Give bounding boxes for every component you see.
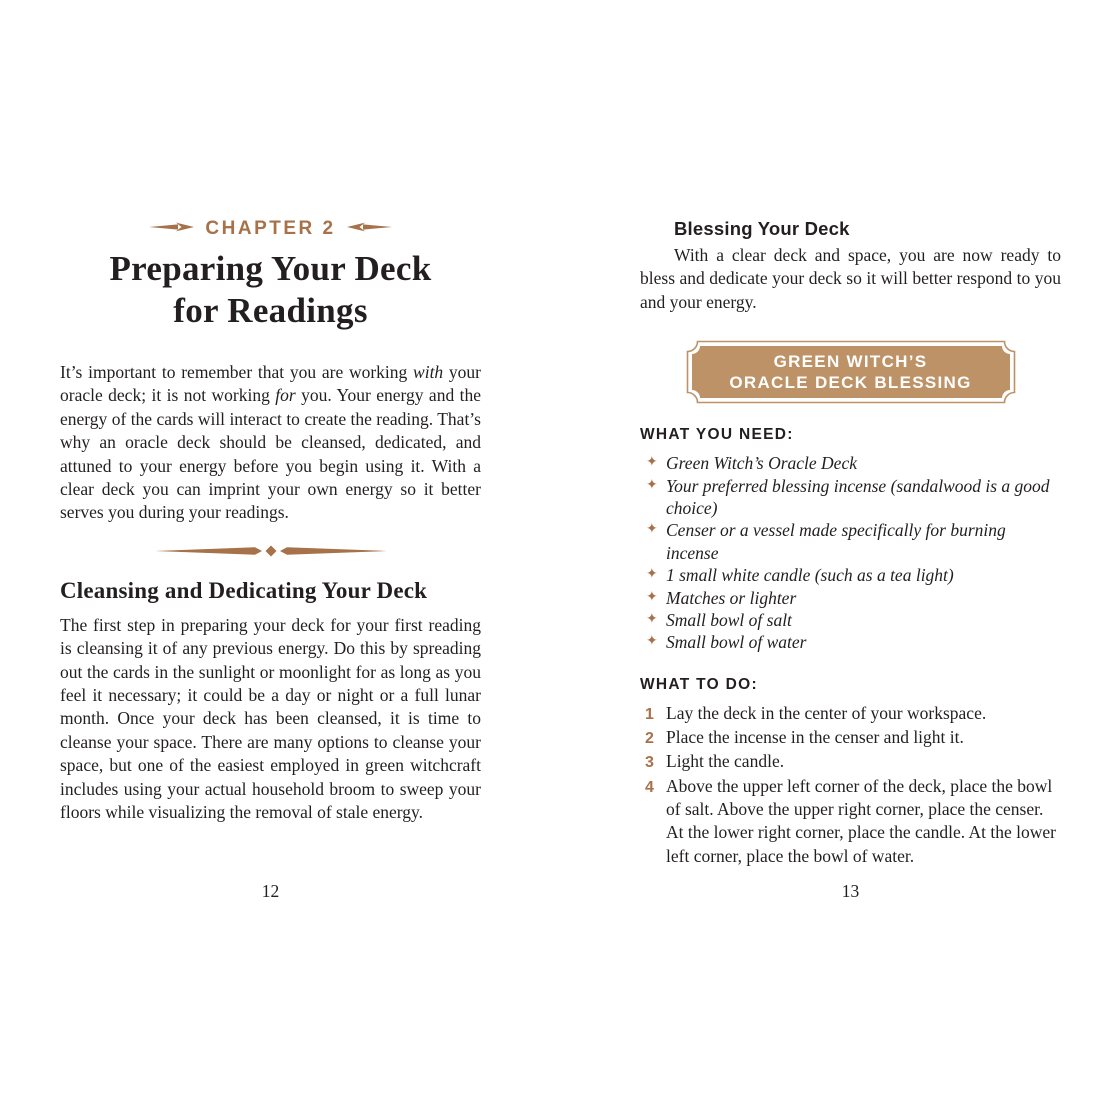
what-you-need-heading: WHAT YOU NEED: (640, 426, 794, 444)
list-item (640, 587, 1061, 609)
list-item (640, 452, 1061, 474)
step-item (640, 726, 1061, 750)
chapter-title (60, 248, 481, 332)
what-you-need-list (640, 452, 1061, 654)
cleansing-paragraph: The first step in preparing your deck for your first reading is cleansing it of any previous energy. Do this by spreading out the cards in the sunlight or moonlight for as long as you feel it necessary; it could be a day or night or a full lunar month. Once your deck has been cleansed, it is time to cleanse your space. There are many options to cleanse your space, but one of the easiest employed in green witchcraft includes using your actual household broom to sweep your floors while visualizing the removal of stale energy. (60, 614, 481, 823)
page-number-left: 12 (261, 881, 280, 901)
sparkle-bullet-icon: ✦ (646, 477, 658, 493)
step-number: 4 (645, 778, 654, 796)
need-item-text: Censer or a vessel made specifically for burning incense (666, 520, 1006, 563)
need-item-text: Matches or lighter (666, 587, 797, 608)
step-item (640, 775, 1061, 868)
chapter-header (60, 218, 481, 240)
intro-text-2: your oracle deck; it is not working (60, 362, 482, 406)
sparkle-bullet-icon: ✦ (646, 612, 658, 628)
step-text: Lay the deck in the center of your workspace. (666, 702, 987, 723)
sparkle-bullet-icon: ✦ (646, 567, 658, 583)
blessing-badge (686, 340, 1016, 404)
right-page (640, 213, 1061, 868)
intro-italic-with: with (413, 362, 444, 382)
step-text: Light the candle. (666, 751, 785, 772)
step-number: 3 (645, 754, 654, 772)
chapter-title-line1: Preparing Your Deck (109, 249, 432, 288)
sparkle-bullet-icon: ✦ (646, 522, 658, 538)
chapter-intro-paragraph (60, 361, 481, 525)
need-item-text: Green Witch’s Oracle Deck (666, 453, 857, 474)
chapter-arrow-right-icon (346, 220, 392, 238)
what-to-do-heading: WHAT TO DO: (640, 675, 758, 693)
badge-title-line1: GREEN WITCH’S (773, 352, 928, 372)
need-item-text: 1 small white candle (such as a tea light) (666, 565, 954, 586)
intro-text-1: It’s important to remember that you are working (60, 362, 414, 382)
sparkle-bullet-icon: ✦ (646, 455, 658, 471)
list-item (640, 609, 1061, 631)
step-text: Place the incense in the censer and light it. (666, 727, 964, 748)
page-number-right: 13 (841, 881, 860, 901)
list-item (640, 631, 1061, 653)
step-item (640, 750, 1061, 774)
badge-title-line2: ORACLE DECK BLESSING (729, 373, 972, 393)
left-page (60, 213, 481, 825)
step-number: 1 (645, 705, 654, 723)
list-item (640, 519, 1061, 564)
intro-italic-for: for (275, 385, 296, 406)
chapter-label: CHAPTER 2 (205, 218, 336, 239)
need-item-text: Your preferred blessing incense (sandalwood is a good choice) (666, 475, 1050, 519)
badge-title (686, 351, 1016, 393)
list-item (640, 475, 1061, 520)
chapter-arrow-left-icon (149, 220, 195, 238)
list-item (640, 564, 1061, 586)
need-item-text: Small bowl of water (666, 632, 807, 653)
step-number: 2 (645, 730, 654, 748)
sparkle-bullet-icon: ✦ (646, 589, 658, 605)
section-heading-blessing: Blessing Your Deck (674, 218, 850, 239)
need-item-text: Small bowl of salt (666, 610, 792, 631)
step-text: Above the upper left corner of the deck, place the bowl of salt. Above the upper right corner, place the censer. At the lower right corner, place the candle. At the lower left corner, place the bowl of water. (666, 775, 1056, 866)
sparkle-bullet-icon: ✦ (646, 634, 658, 650)
intro-text-3: you. Your energy and the energy of the cards will interact to create the reading. That’s why an oracle deck should be cleansed, dedicated, and attuned to your energy before you begin using it. With a clear deck you can imprint your own energy so it better serves you during your readings. (60, 385, 481, 523)
section-divider-icon (60, 543, 481, 559)
blessing-intro-paragraph: With a clear deck and space, you are now ready to bless and dedicate your deck so it will better respond to you and your energy. (640, 245, 1061, 312)
what-to-do-list (640, 702, 1061, 868)
step-item (640, 702, 1061, 726)
section-heading-cleansing: Cleansing and Dedicating Your Deck (60, 577, 428, 603)
chapter-title-line2: for Readings (173, 291, 368, 330)
